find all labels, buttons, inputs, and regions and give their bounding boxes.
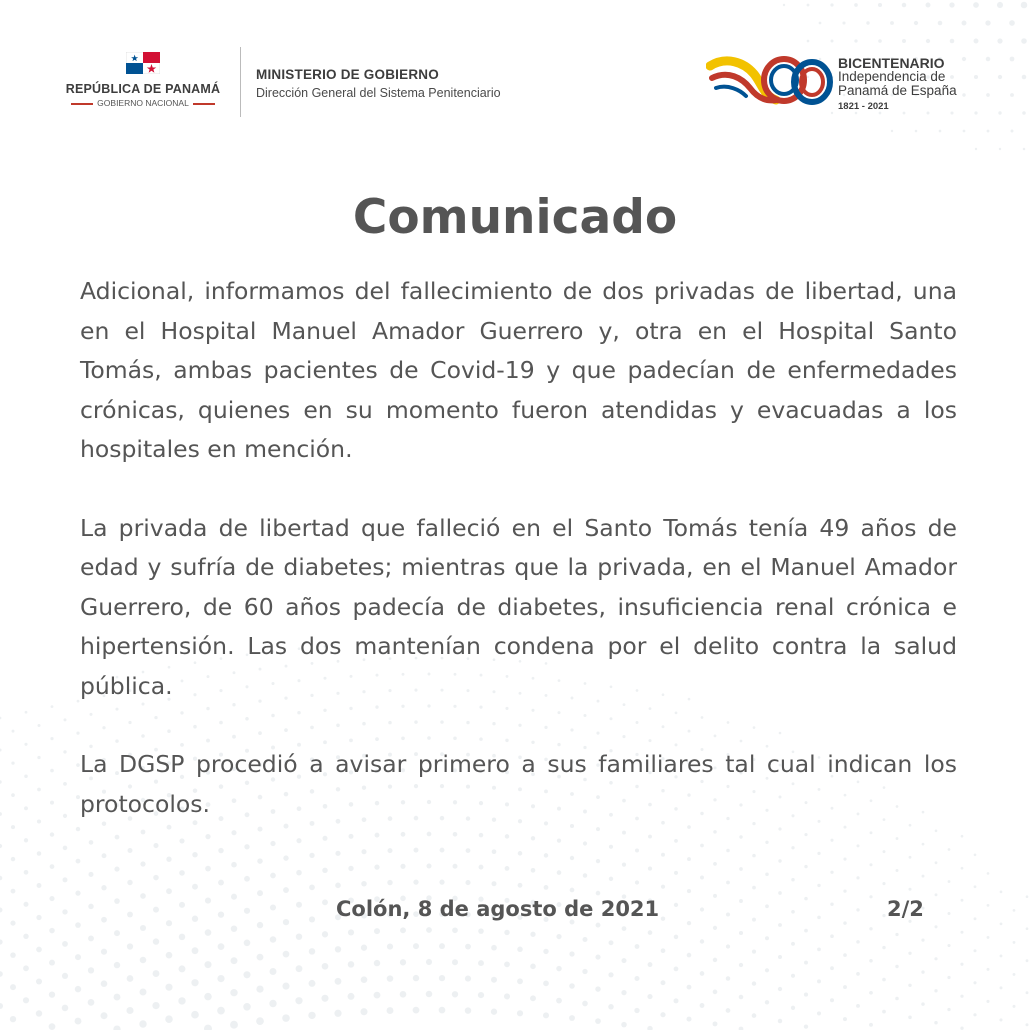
bicentenario-title: BICENTENARIO — [838, 55, 945, 71]
page-title: Comunicado — [352, 190, 678, 245]
republica-logo — [58, 52, 228, 108]
ministry-block — [256, 67, 501, 100]
paragraph-2: La privada de libertad que falleció en el Santo Tomás tenía 49 años de edad y sufría de diabetes; mientras que la privada, en el Manuel Amador Guerrero, de 60 años padecía de diabetes, insuficiencia renal crónica e hipertensión. Las dos mantenían condena por el delito contra la salud pública. — [80, 513, 957, 700]
bicentenario-line1: Independencia de — [838, 69, 946, 84]
bicentenario-logo — [706, 50, 986, 122]
bicentenario-years: 1821 - 2021 — [838, 101, 889, 113]
republic-title: REPÚBLICA DE PANAMÁ — [65, 82, 221, 96]
communique-body — [80, 272, 957, 863]
paragraph-1: Adicional, informamos del fallecimiento de dos privadas de libertad, una en el Hospital Manuel Amador Guerrero y, otra en el Hospital Santo Tomás, ambas pacientes de Covid-19 y que padecían de enfermedades crónicas, quienes en su momento fueron atendidas y evacuadas a los hospitales en mención. — [80, 277, 957, 463]
bicentenario-ribbon-logo — [706, 52, 836, 112]
bicentenario-line2: Panamá de España — [838, 83, 957, 99]
document-date: Colón, 8 de agosto de 2021 — [336, 897, 660, 921]
ministry-subtitle: Dirección General del Sistema Penitenciario — [256, 86, 501, 100]
bicentenario-text — [838, 56, 957, 112]
page-number: 2/2 — [887, 897, 924, 921]
header-divider — [240, 47, 241, 117]
panama-flag-icon — [126, 52, 160, 74]
ministry-title: MINISTERIO DE GOBIERNO — [256, 67, 439, 82]
republic-subtitle: GOBIERNO NACIONAL — [58, 98, 228, 108]
paragraph-3: La DGSP procedió a avisar primero a sus familiares tal cual indican los protocolos. — [80, 750, 957, 818]
